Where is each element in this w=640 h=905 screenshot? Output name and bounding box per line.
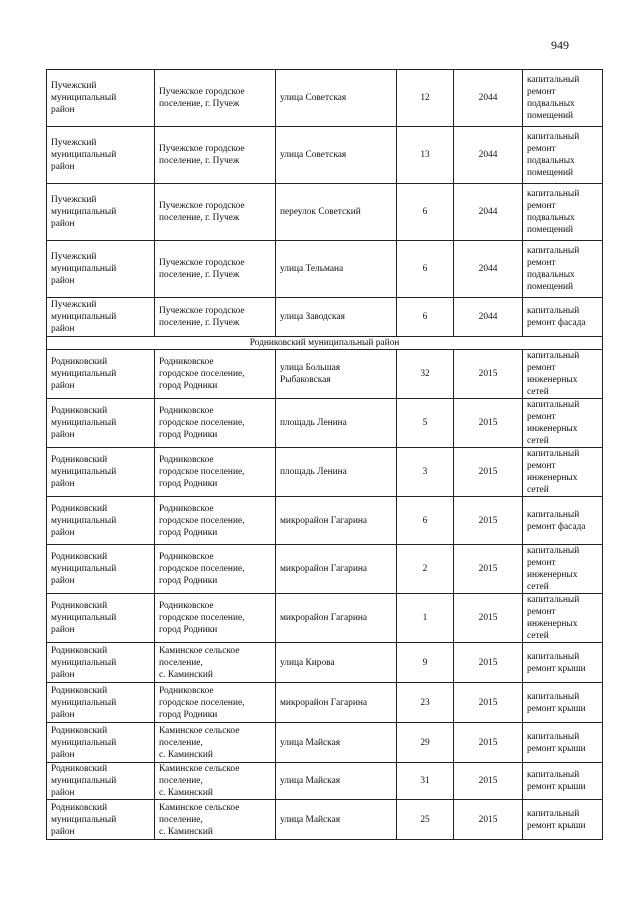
cell-line: район [51,430,75,440]
district-cell [47,594,155,643]
table-row [47,298,603,337]
street-cell [276,800,397,840]
cell-line: микрорайон Гагарина [280,613,368,623]
cell-line: Родниковский [51,725,108,736]
cell-line: район [51,625,75,635]
house-number-cell: 29 [397,723,454,763]
year-cell: 2015 [454,643,523,683]
year-cell: 2044 [454,70,523,127]
year-cell: 2015 [454,800,523,840]
cell-line: городское поселение, [159,613,245,623]
cell-line: улица Советская [280,93,347,103]
cell-line: переулок Советский [280,207,361,217]
year-cell: 2015 [454,350,523,399]
cell-line: с. Каминский [159,788,213,798]
work-type-cell [523,643,603,683]
cell-line: инженерных [527,375,578,385]
cell-line: с. Каминский [159,669,213,680]
cell-line: инженерных [527,570,578,580]
work-type-cell [523,127,603,184]
settlement-cell [155,399,276,448]
cell-line: капитальный [527,770,580,780]
cell-line: инженерных [527,424,578,434]
district-cell [47,643,155,683]
house-number-cell: 32 [397,350,454,399]
year-cell: 2044 [454,184,523,241]
cell-line: помещений [527,168,574,178]
cell-line: муниципальный [51,776,117,786]
cell-line: Родниковский [51,685,108,696]
district-cell [47,723,155,763]
table-row [47,723,603,763]
cell-line: улица Майская [280,737,341,748]
cell-line: ремонт крыши [527,743,586,754]
cell-line: Родниковский [51,802,108,813]
street-cell [276,723,397,763]
cell-line: ремонт [527,607,556,617]
settlement-cell [155,800,276,840]
cell-line: капитальный [527,400,580,410]
settlement-cell [155,594,276,643]
table-row [47,448,603,497]
district-cell [47,70,155,127]
house-number-cell: 25 [397,800,454,840]
cell-line: площадь Ленина [280,467,347,477]
cell-line: Пучежское городское [159,87,245,97]
cell-line: район [51,105,75,115]
cell-line: поселение, [159,657,203,668]
cell-line: инженерных [527,473,578,483]
table-row [47,763,603,800]
cell-line: Родниковское [159,685,214,696]
cell-line: ремонт крыши [527,782,586,792]
repair-program-table [46,69,603,840]
cell-line: Пучежский [51,81,97,91]
cell-line: ремонт [527,461,556,471]
cell-line: подвальных [527,213,575,223]
cell-line: улица Майская [280,776,341,786]
cell-line: улица Кирова [280,657,335,668]
cell-line: муниципальный [51,814,117,825]
settlement-cell [155,545,276,594]
cell-line: капитальный [527,731,580,742]
street-cell [276,594,397,643]
cell-line: муниципальный [51,93,117,103]
cell-line: муниципальный [51,207,117,217]
cell-line: Каминское сельское [159,764,240,774]
work-type-cell [523,763,603,800]
table-row [47,643,603,683]
district-cell [47,350,155,399]
cell-line: поселение, г. Пучеж [159,270,240,280]
section-heading: Родниковский муниципальный район [47,337,603,350]
settlement-cell [155,643,276,683]
cell-line: ремонт крыши [527,820,586,831]
cell-line: район [51,162,75,172]
cell-line: Родниковский [51,601,108,611]
work-type-cell [523,448,603,497]
cell-line: ремонт фасада [527,318,586,328]
street-cell [276,184,397,241]
table-row [47,184,603,241]
work-type-cell [523,184,603,241]
district-cell [47,184,155,241]
cell-line: улица Тельмана [280,264,344,274]
cell-line: городское поселение, [159,564,245,574]
year-cell: 2015 [454,497,523,545]
cell-line: капитальный [527,808,580,819]
street-cell [276,127,397,184]
cell-line: капитальный [527,189,580,199]
cell-line: район [51,527,75,538]
cell-line: район [51,479,75,489]
table-row [47,127,603,184]
cell-line: муниципальный [51,564,117,574]
year-cell: 2015 [454,763,523,800]
cell-line: город Родники [159,430,218,440]
cell-line: Каминское сельское [159,802,240,813]
cell-line: Родниковское [159,503,214,514]
cell-line: город Родники [159,527,218,538]
cell-line: микрорайон Гагарина [280,564,368,574]
table-row [47,594,603,643]
cell-line: ремонт [527,558,556,568]
cell-line: Каминское сельское [159,645,240,656]
district-cell [47,545,155,594]
street-cell [276,497,397,545]
settlement-cell [155,184,276,241]
cell-line: район [51,576,75,586]
cell-line: Пучежское городское [159,306,245,316]
cell-line: сетей [527,582,549,592]
work-type-cell [523,545,603,594]
cell-line: Родниковское [159,406,214,416]
cell-line: ремонт [527,258,556,268]
house-number-cell: 9 [397,643,454,683]
cell-line: Родниковское [159,552,214,562]
year-cell: 2044 [454,127,523,184]
table-row [47,497,603,545]
cell-line: улица Большая [280,363,341,373]
cell-line: улица Советская [280,150,347,160]
year-cell: 2015 [454,723,523,763]
year-cell: 2015 [454,683,523,723]
cell-line: сетей [527,485,549,495]
district-cell [47,497,155,545]
cell-line: ремонт фасада [527,521,586,532]
cell-line: капитальный [527,595,580,605]
cell-line: Пучежский [51,138,97,148]
cell-line: подвальных [527,156,575,166]
district-cell [47,683,155,723]
cell-line: Родниковское [159,601,214,611]
cell-line: Пучежское городское [159,144,245,154]
cell-line: муниципальный [51,150,117,160]
settlement-cell [155,723,276,763]
house-number-cell: 31 [397,763,454,800]
work-type-cell [523,594,603,643]
settlement-cell [155,497,276,545]
cell-line: ремонт [527,201,556,211]
cell-line: инженерных [527,619,578,629]
settlement-cell [155,350,276,399]
cell-line: муниципальный [51,613,117,623]
cell-line: капитальный [527,651,580,662]
cell-line: поселение, г. Пучеж [159,318,240,328]
cell-line: капитальный [527,306,580,316]
cell-line: микрорайон Гагарина [280,515,368,526]
cell-line: Каминское сельское [159,725,240,736]
cell-line: Рыбаковская [280,375,331,385]
cell-line: Родниковский [51,455,108,465]
section-heading-row [47,337,603,350]
table-row [47,545,603,594]
street-cell [276,70,397,127]
cell-line: помещений [527,111,574,121]
cell-line: площадь Ленина [280,418,347,428]
cell-line: капитальный [527,509,580,520]
cell-line: ремонт крыши [527,663,586,674]
cell-line: город Родники [159,479,218,489]
cell-line: город Родники [159,381,218,391]
cell-line: муниципальный [51,418,117,428]
street-cell [276,763,397,800]
district-cell [47,763,155,800]
cell-line: Родниковский [51,406,108,416]
district-cell [47,448,155,497]
house-number-cell: 23 [397,683,454,723]
page-number: 949 [551,38,569,52]
table-row [47,683,603,723]
cell-line: муниципальный [51,737,117,748]
cell-line: муниципальный [51,312,117,322]
settlement-cell [155,763,276,800]
cell-line: сетей [527,387,549,397]
settlement-cell [155,127,276,184]
cell-line: Пучежский [51,195,97,205]
district-cell [47,800,155,840]
work-type-cell [523,683,603,723]
district-cell [47,241,155,298]
district-cell [47,127,155,184]
house-number-cell: 2 [397,545,454,594]
settlement-cell [155,70,276,127]
street-cell [276,298,397,337]
work-type-cell [523,70,603,127]
cell-line: капитальный [527,449,580,459]
cell-line: ремонт [527,144,556,154]
cell-line: поселение, г. Пучеж [159,99,240,109]
year-cell: 2015 [454,545,523,594]
cell-line: городское поселение, [159,467,245,477]
house-number-cell: 6 [397,298,454,337]
cell-line: ремонт [527,363,556,373]
cell-line: район [51,749,75,760]
cell-line: Пучежское городское [159,258,245,268]
cell-line: капитальный [527,246,580,256]
cell-line: Родниковское [159,455,214,465]
cell-line: Пучежский [51,252,97,262]
cell-line: сетей [527,631,549,641]
street-cell [276,350,397,399]
street-cell [276,399,397,448]
cell-line: ремонт [527,87,556,97]
cell-line: микрорайон Гагарина [280,697,368,708]
house-number-cell: 6 [397,497,454,545]
cell-line: Родниковский [51,645,108,656]
cell-line: район [51,276,75,286]
district-cell [47,298,155,337]
work-type-cell [523,241,603,298]
street-cell [276,241,397,298]
work-type-cell [523,298,603,337]
year-cell: 2044 [454,241,523,298]
cell-line: городское поселение, [159,697,245,708]
cell-line: город Родники [159,576,218,586]
cell-line: район [51,788,75,798]
cell-line: ремонт [527,412,556,422]
street-cell [276,448,397,497]
cell-line: Родниковский [51,552,108,562]
cell-line: район [51,709,75,720]
cell-line: капитальный [527,132,580,142]
cell-line: район [51,324,75,334]
house-number-cell: 12 [397,70,454,127]
cell-line: Родниковский [51,357,108,367]
cell-line: ремонт крыши [527,703,586,714]
house-number-cell: 5 [397,399,454,448]
work-type-cell [523,399,603,448]
cell-line: район [51,381,75,391]
cell-line: Родниковское [159,357,214,367]
cell-line: поселение, г. Пучеж [159,156,240,166]
cell-line: муниципальный [51,515,117,526]
year-cell: 2015 [454,399,523,448]
work-type-cell [523,723,603,763]
house-number-cell: 3 [397,448,454,497]
cell-line: поселение, [159,814,203,825]
work-type-cell [523,800,603,840]
settlement-cell [155,448,276,497]
cell-line: муниципальный [51,657,117,668]
year-cell: 2044 [454,298,523,337]
cell-line: с. Каминский [159,749,213,760]
cell-line: городское поселение, [159,369,245,379]
street-cell [276,683,397,723]
table-row [47,800,603,840]
house-number-cell: 6 [397,184,454,241]
street-cell [276,643,397,683]
cell-line: поселение, [159,737,203,748]
cell-line: поселение, г. Пучеж [159,213,240,223]
settlement-cell [155,683,276,723]
house-number-cell: 1 [397,594,454,643]
cell-line: муниципальный [51,697,117,708]
district-cell [47,399,155,448]
cell-line: капитальный [527,691,580,702]
cell-line: Пучежский [51,300,97,310]
cell-line: муниципальный [51,264,117,274]
table-row [47,241,603,298]
cell-line: город Родники [159,625,218,635]
street-cell [276,545,397,594]
cell-line: подвальных [527,99,575,109]
cell-line: улица Заводская [280,312,345,322]
work-type-cell [523,350,603,399]
settlement-cell [155,298,276,337]
house-number-cell: 6 [397,241,454,298]
cell-line: с. Каминский [159,826,213,837]
cell-line: капитальный [527,75,580,85]
table-row [47,399,603,448]
cell-line: поселение, [159,776,203,786]
cell-line: муниципальный [51,467,117,477]
cell-line: Родниковский [51,764,108,774]
cell-line: городское поселение, [159,418,245,428]
cell-line: капитальный [527,546,580,556]
table-row [47,350,603,399]
cell-line: Пучежское городское [159,201,245,211]
cell-line: муниципальный [51,369,117,379]
cell-line: подвальных [527,270,575,280]
cell-line: район [51,669,75,680]
cell-line: район [51,219,75,229]
work-type-cell [523,497,603,545]
cell-line: район [51,826,75,837]
settlement-cell [155,241,276,298]
year-cell: 2015 [454,594,523,643]
table-row [47,70,603,127]
house-number-cell: 13 [397,127,454,184]
cell-line: капитальный [527,351,580,361]
cell-line: улица Майская [280,814,341,825]
cell-line: город Родники [159,709,218,720]
cell-line: городское поселение, [159,515,245,526]
year-cell: 2015 [454,448,523,497]
cell-line: Родниковский [51,503,108,514]
cell-line: сетей [527,436,549,446]
cell-line: помещений [527,282,574,292]
cell-line: помещений [527,225,574,235]
